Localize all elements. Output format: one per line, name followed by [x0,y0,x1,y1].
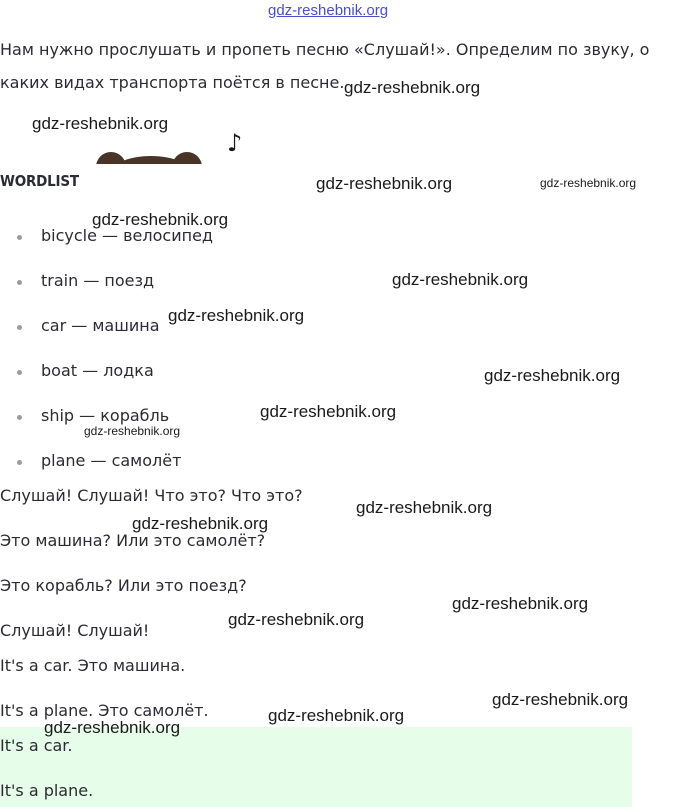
watermark: gdz-reshebnik.org [344,78,481,97]
watermark: gdz-reshebnik.org [168,306,305,325]
watermark: gdz-reshebnik.org [452,594,589,613]
watermark: gdz-reshebnik.org [316,174,453,193]
watermark: gdz-reshebnik.org [32,114,169,133]
bear-illustration [96,152,206,164]
song-line: Это корабль? Или это поезд? [0,576,247,595]
watermark: gdz-reshebnik.org [268,706,405,725]
watermark: gdz-reshebnik.org [540,176,637,190]
answer-line: It's a plane. [0,781,94,800]
bullet-icon [17,280,22,285]
intro-paragraph: Нам нужно прослушать и пропеть песню «Слушай!». Определим по звуку, о каких видах транспорта поётся в песне. [0,40,650,92]
song-line: Слушай! Слушай! [0,621,150,640]
bullet-icon [17,460,22,465]
watermark: gdz-reshebnik.org [44,718,181,737]
wordlist-heading: WORDLIST [0,172,79,190]
watermark: gdz-reshebnik.org [260,402,397,421]
watermark: gdz-reshebnik.org [132,514,269,533]
bullet-icon [17,235,22,240]
bullet-icon [17,370,22,375]
watermark: gdz-reshebnik.org [492,690,629,709]
song-line: Слушай! Слушай! Что это? Что это? [0,486,303,505]
watermark: gdz-reshebnik.org [84,424,181,438]
bullet-icon [17,325,22,330]
song-line: It's a car. Это машина. [0,656,186,675]
song-line: It's a plane. Это самолёт. [0,701,209,720]
answer-line: It's a car. [0,736,73,755]
watermark: gdz-reshebnik.org [92,210,229,229]
song-line: Это машина? Или это самолёт? [0,531,266,550]
bullet-icon [17,415,22,420]
music-note-icon: ♪ [227,129,243,157]
watermark: gdz-reshebnik.org [228,610,365,629]
answer-highlight [0,727,632,807]
site-link[interactable]: gdz-reshebnik.org [268,2,389,19]
watermark: gdz-reshebnik.org [356,498,493,517]
watermark: gdz-reshebnik.org [392,270,529,289]
watermark: gdz-reshebnik.org [484,366,621,385]
